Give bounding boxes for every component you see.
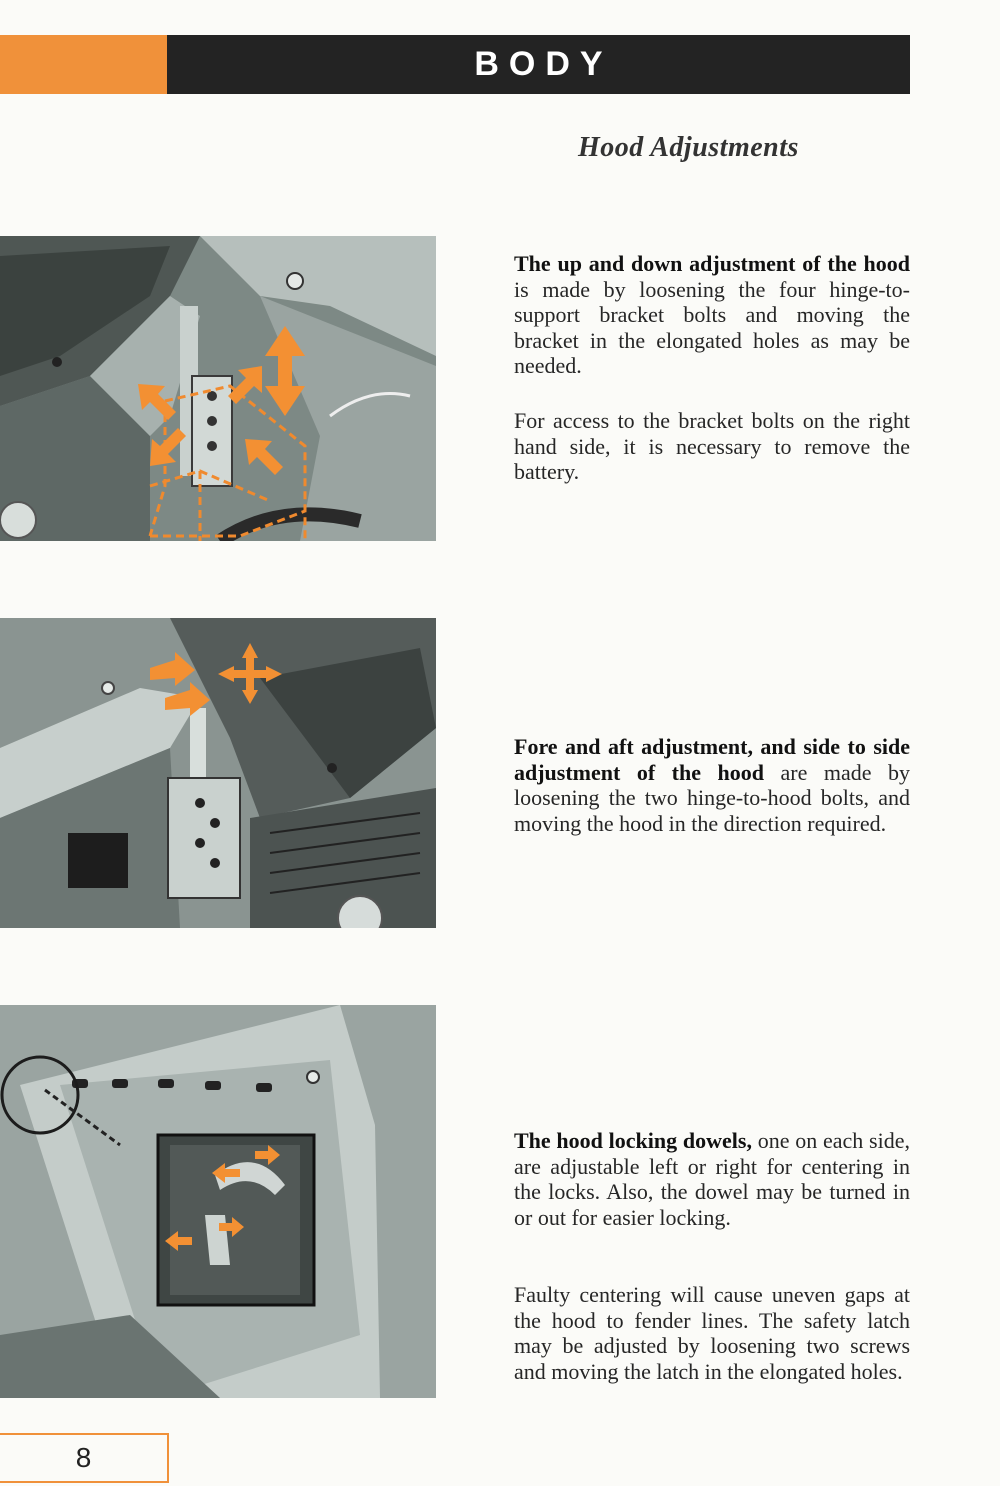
paragraph-faulty-centering [514,1282,910,1384]
para-bold-lead: Fore and aft adjustment, and side to side adjustment of the hood [514,734,910,785]
para-text: are made by loosening the two hinge-to-hood bolts, and moving the hood in the direction required. [514,759,910,836]
page-number-box [0,1433,169,1483]
hood-hinge-photo [0,618,436,928]
paragraph-fore-aft-adjustment [514,734,910,836]
para-bold-lead: The hood locking dowels, [514,1128,752,1153]
paragraph-up-down-adjustment [514,251,910,379]
section-title: BODY [474,45,613,83]
paragraph-locking-dowels [514,1128,910,1230]
section-color-tab [0,35,167,94]
para-text: one on each side, are adjustable left or right for centering in the locks. Also, the dowel may be turned in or out for easier locking. [514,1128,910,1230]
para-text: For access to the bracket bolts on the right hand side, it is necessary to remove the battery. [514,408,910,484]
page-number: 8 [75,1442,92,1473]
paragraph-battery-access [514,408,910,485]
para-text: is made by loosening the four hinge-to-support bracket bolts and moving the bracket in the elongated holes as may be needed. [514,276,910,378]
para-bold-lead: The up and down adjustment of the hood [514,251,910,276]
hood-locking-dowels-photo [0,1005,436,1398]
page-subtitle: Hood Adjustments [578,132,799,163]
para-text: Faulty centering will cause uneven gaps at the hood to fender lines. The safety latch may be adjusted by loosening two screws and moving the latch in the elongated holes. [514,1282,910,1384]
section-header [167,35,910,94]
hinge-bracket-photo [0,236,436,541]
